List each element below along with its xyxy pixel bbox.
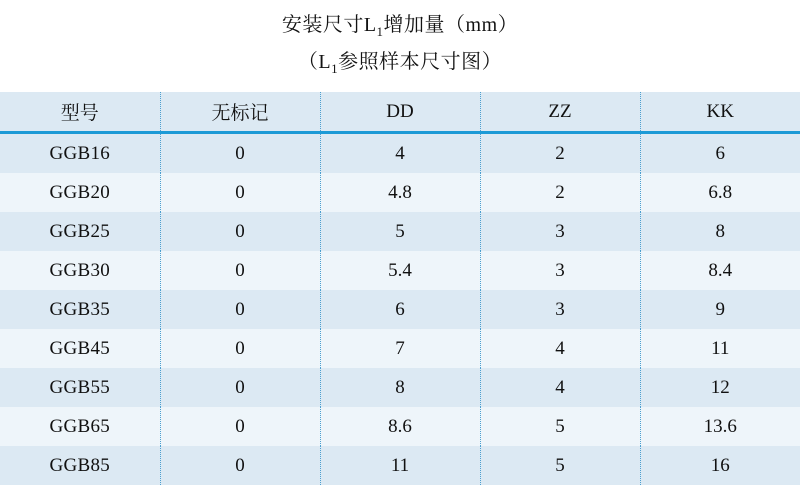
cell-no-mark: 0 xyxy=(160,173,320,212)
column-header-zz: ZZ xyxy=(480,92,640,133)
table-head xyxy=(0,92,800,133)
cell-no-mark: 0 xyxy=(160,329,320,368)
cell-model: GGB20 xyxy=(0,173,160,212)
cell-zz: 3 xyxy=(480,251,640,290)
cell-zz: 4 xyxy=(480,329,640,368)
cell-dd: 4 xyxy=(320,133,480,174)
cell-dd: 8.6 xyxy=(320,407,480,446)
cell-kk: 6.8 xyxy=(640,173,800,212)
cell-dd: 8 xyxy=(320,368,480,407)
cell-model: GGB65 xyxy=(0,407,160,446)
table-row xyxy=(0,329,800,368)
cell-zz: 4 xyxy=(480,368,640,407)
table-row xyxy=(0,133,800,174)
cell-zz: 5 xyxy=(480,446,640,485)
cell-dd: 6 xyxy=(320,290,480,329)
table-row xyxy=(0,368,800,407)
cell-kk: 8 xyxy=(640,212,800,251)
cell-no-mark: 0 xyxy=(160,446,320,485)
title-line-1-prefix: 安装尺寸L xyxy=(281,14,377,36)
cell-model: GGB25 xyxy=(0,212,160,251)
cell-model: GGB30 xyxy=(0,251,160,290)
table-body xyxy=(0,133,800,486)
cell-dd: 5.4 xyxy=(320,251,480,290)
cell-kk: 13.6 xyxy=(640,407,800,446)
cell-dd: 4.8 xyxy=(320,173,480,212)
cell-no-mark: 0 xyxy=(160,133,320,174)
cell-kk: 9 xyxy=(640,290,800,329)
cell-kk: 12 xyxy=(640,368,800,407)
cell-no-mark: 0 xyxy=(160,251,320,290)
cell-no-mark: 0 xyxy=(160,368,320,407)
cell-zz: 3 xyxy=(480,212,640,251)
cell-model: GGB35 xyxy=(0,290,160,329)
cell-kk: 16 xyxy=(640,446,800,485)
table-row xyxy=(0,407,800,446)
column-header-dd: DD xyxy=(320,92,480,133)
cell-model: GGB55 xyxy=(0,368,160,407)
cell-model: GGB16 xyxy=(0,133,160,174)
column-header-no-mark: 无标记 xyxy=(160,92,320,133)
cell-zz: 3 xyxy=(480,290,640,329)
cell-kk: 6 xyxy=(640,133,800,174)
cell-kk: 8.4 xyxy=(640,251,800,290)
cell-model: GGB85 xyxy=(0,446,160,485)
cell-dd: 7 xyxy=(320,329,480,368)
title-line-2 xyxy=(0,47,800,84)
cell-kk: 11 xyxy=(640,329,800,368)
title-line-1-suffix: 增加量（mm） xyxy=(383,14,519,36)
title-line-2-prefix: （L xyxy=(297,51,332,73)
cell-zz: 5 xyxy=(480,407,640,446)
column-header-kk: KK xyxy=(640,92,800,133)
title-line-2-suffix: 参照样本尺寸图） xyxy=(338,51,503,73)
table-title xyxy=(0,0,800,84)
table-row xyxy=(0,446,800,485)
table-row xyxy=(0,251,800,290)
cell-zz: 2 xyxy=(480,173,640,212)
table-row xyxy=(0,173,800,212)
cell-no-mark: 0 xyxy=(160,407,320,446)
cell-no-mark: 0 xyxy=(160,290,320,329)
dimension-table xyxy=(0,92,800,485)
table-header-row xyxy=(0,92,800,133)
title-line-1 xyxy=(0,10,800,47)
cell-dd: 11 xyxy=(320,446,480,485)
cell-dd: 5 xyxy=(320,212,480,251)
column-header-model: 型号 xyxy=(0,92,160,133)
title-line-1-subscript: 1 xyxy=(376,24,384,39)
table-row xyxy=(0,212,800,251)
cell-no-mark: 0 xyxy=(160,212,320,251)
cell-zz: 2 xyxy=(480,133,640,174)
cell-model: GGB45 xyxy=(0,329,160,368)
table-row xyxy=(0,290,800,329)
title-line-2-subscript: 1 xyxy=(331,61,339,76)
